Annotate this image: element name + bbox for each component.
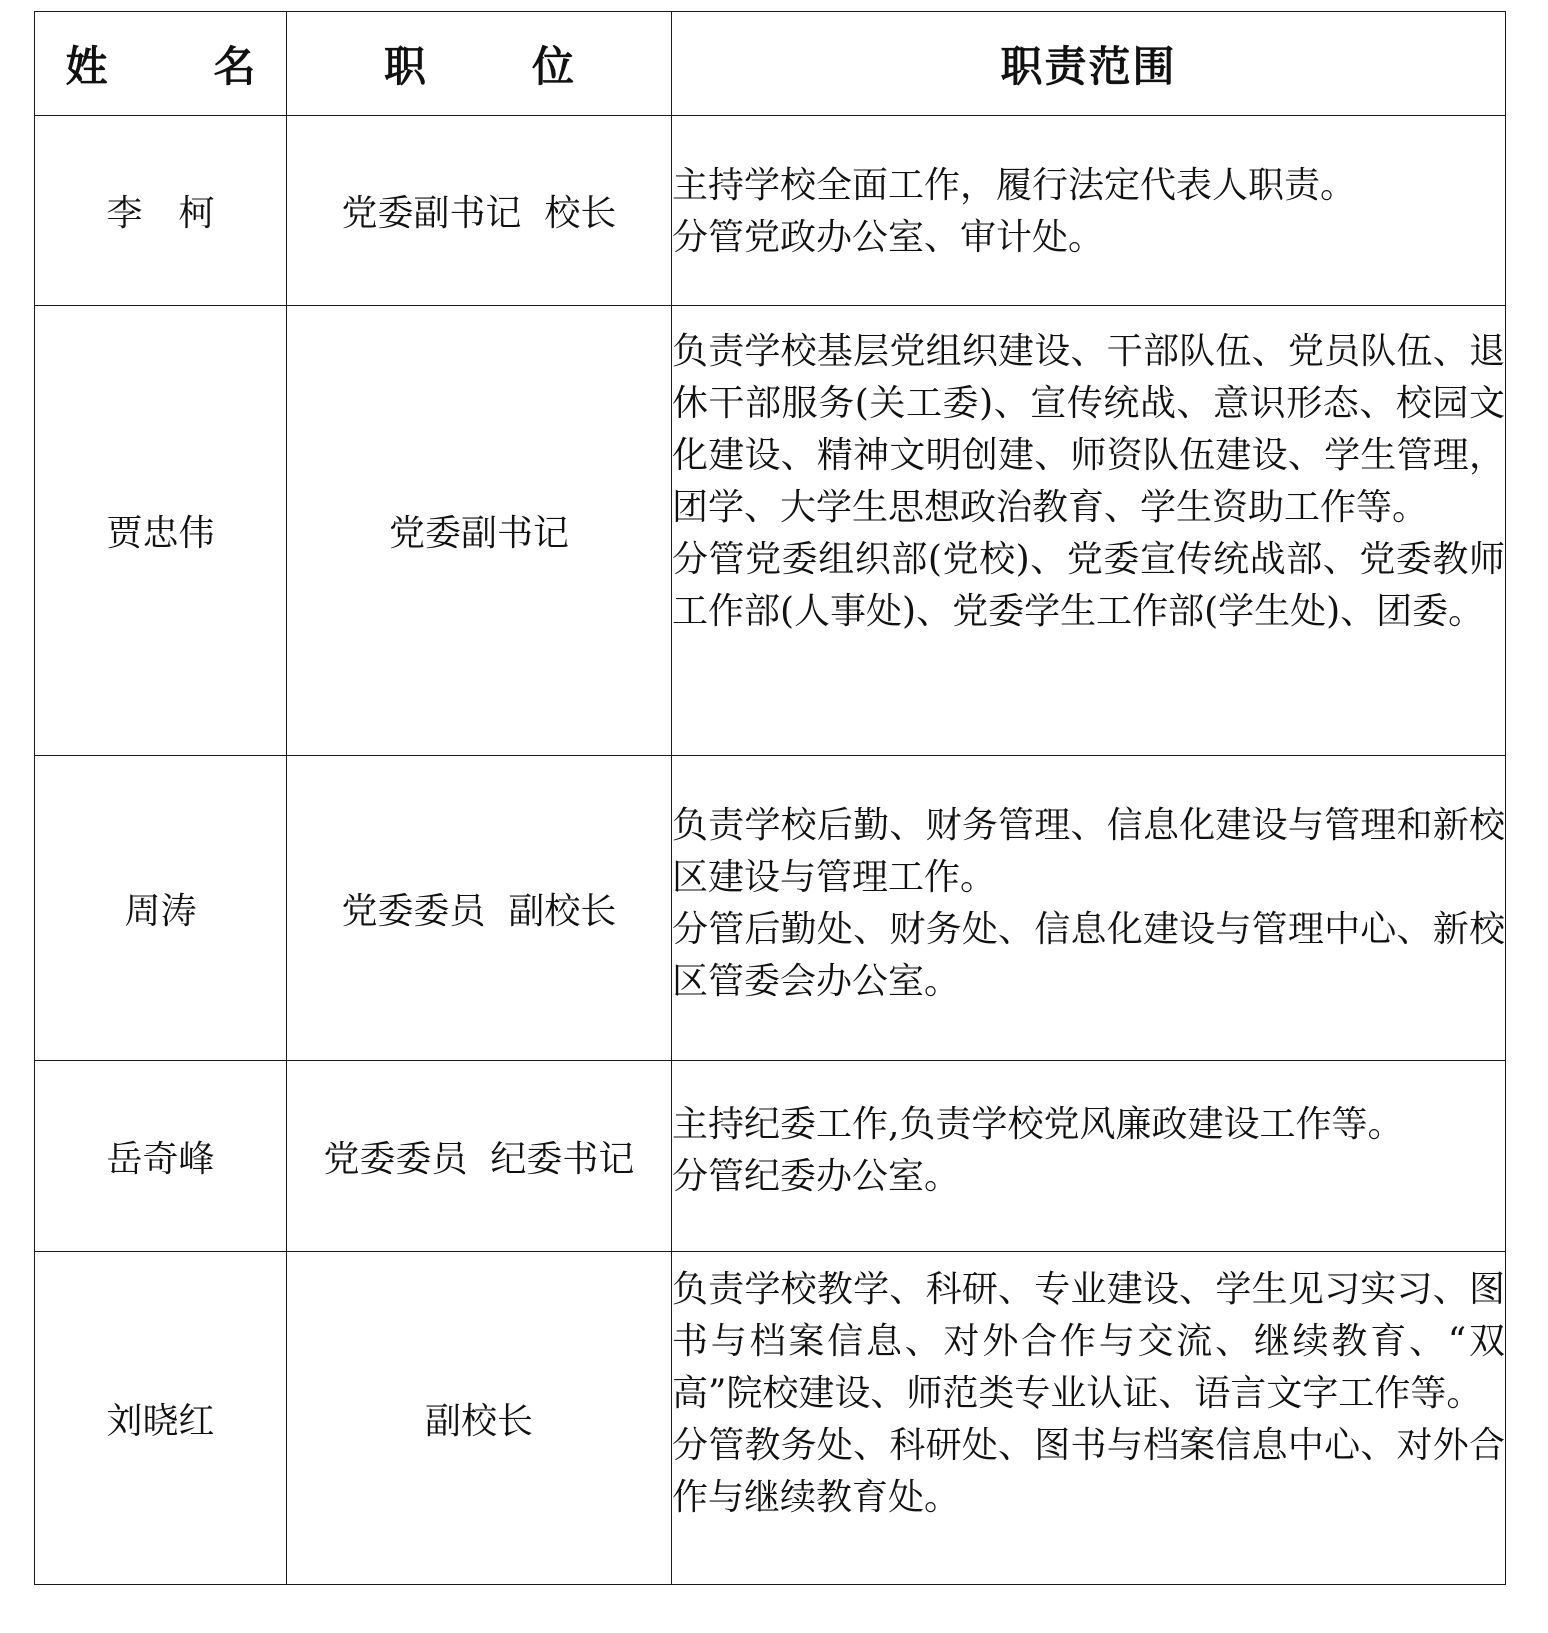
oversees-text: 分管纪委办公室。 (672, 1156, 961, 1197)
header-position (287, 12, 672, 116)
name-cell (35, 116, 287, 306)
header-position-char-2: 位 (531, 41, 574, 91)
name-cell (35, 306, 287, 756)
oversees-text: 分管党委组织部(党校)、党委宣传统战部、党委教师工作部(人事处)、党委学生工作部(学生处)、团委。 (672, 539, 1505, 632)
table-row (35, 1061, 1506, 1252)
responsibility-cell (672, 116, 1506, 306)
responsibility-cell (672, 306, 1506, 756)
name-cell (35, 1252, 287, 1585)
responsibility-table (34, 11, 1506, 1585)
position-cell (287, 756, 672, 1061)
table-row (35, 116, 1506, 306)
person-position: 党委副书记 校长 (341, 193, 617, 234)
person-name: 贾忠伟 (106, 513, 215, 554)
person-position: 党委委员 副校长 (341, 890, 617, 932)
header-responsibility: 职责范围 (672, 12, 1506, 116)
name-cell (35, 756, 287, 1061)
person-position: 党委副书记 (388, 513, 569, 554)
position-cell (287, 116, 672, 306)
duties-text: 主持纪委工作,负责学校党风廉政建设工作等。 (672, 1104, 1404, 1145)
table-row (35, 306, 1506, 756)
header-name-char-1: 姓 (65, 41, 108, 91)
person-name: 岳奇峰 (106, 1138, 215, 1180)
duties-text: 负责学校教学、科研、专业建设、学生见习实习、图书与档案信息、对外合作与交流、继续教育、“双高”院校建设、师范类专业认证、语言文字工作等。 (672, 1269, 1505, 1414)
table-row (35, 1252, 1506, 1585)
header-name (35, 12, 287, 116)
position-cell (287, 306, 672, 756)
person-position: 党委委员 纪委书记 (323, 1138, 635, 1180)
person-name: 刘晓红 (106, 1400, 215, 1442)
header-name-char-2: 名 (213, 41, 256, 91)
duties-text: 负责学校基层党组织建设、干部队伍、党员队伍、退休干部服务(关工委)、宣传统战、意识形态、校园文化建设、精神文明创建、师资队伍建设、学生管理，团学、大学生思想政治教育、学生资助工作等。 (672, 331, 1505, 528)
duties-text: 负责学校后勤、财务管理、信息化建设与管理和新校区建设与管理工作。 (672, 805, 1505, 898)
oversees-text: 分管教务处、科研处、图书与档案信息中心、对外合作与继续教育处。 (672, 1425, 1505, 1518)
name-cell (35, 1061, 287, 1252)
person-name: 周涛 (124, 890, 197, 932)
position-cell (287, 1252, 672, 1585)
responsibility-cell (672, 1061, 1506, 1252)
responsibility-cell (672, 756, 1506, 1061)
responsibility-cell (672, 1252, 1506, 1585)
person-name: 李 柯 (106, 193, 215, 234)
header-position-char-1: 职 (384, 41, 427, 91)
oversees-text: 分管后勤处、财务处、信息化建设与管理中心、新校区管委会办公室。 (672, 909, 1505, 1002)
position-cell (287, 1061, 672, 1252)
table-header-row (35, 12, 1506, 116)
person-position: 副校长 (424, 1400, 533, 1442)
duties-text: 主持学校全面工作，履行法定代表人职责。 (672, 165, 1357, 206)
table-row (35, 756, 1506, 1061)
oversees-text: 分管党政办公室、审计处。 (672, 217, 1105, 258)
